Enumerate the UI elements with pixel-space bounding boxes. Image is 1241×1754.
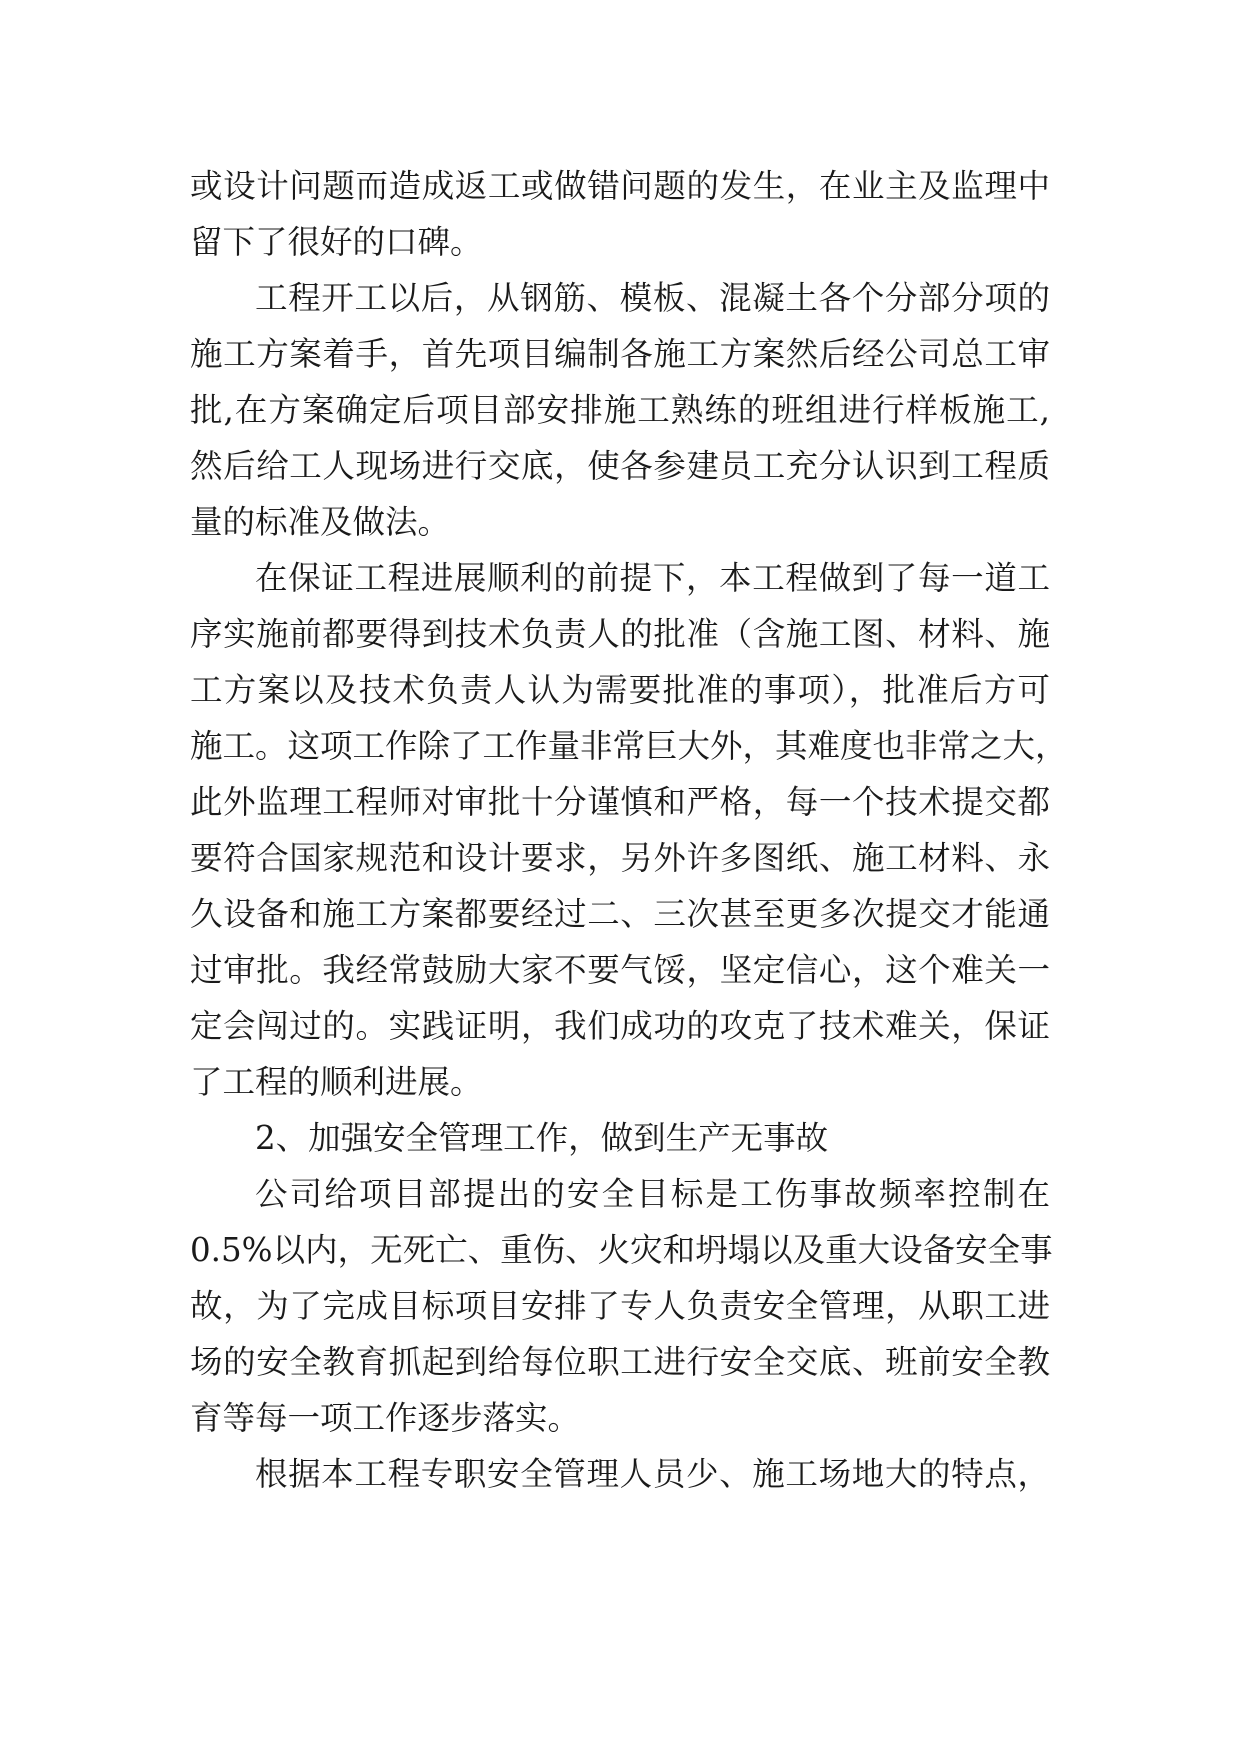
paragraph-4	[190, 1166, 1053, 1446]
text-line: 场的安全教育抓起到给每位职工进行安全交底、班前安全教	[190, 1343, 1050, 1381]
text-line: 在保证工程进展顺利的前提下，本工程做到了每一道工	[255, 559, 1050, 597]
paragraph-5	[190, 1446, 1050, 1502]
text-line: 施工方案着手，首先项目编制各施工方案然后经公司总工审	[190, 335, 1050, 373]
text-line: 序实施前都要得到技术负责人的批准（含施工图、材料、施	[190, 615, 1050, 653]
text-line: 公司给项目部提出的安全目标是工伤事故频率控制在	[255, 1175, 1050, 1213]
text-line: 留下了很好的口碑。	[190, 223, 483, 261]
text-line: 故，为了完成目标项目安排了专人负责安全管理，从职工进	[190, 1287, 1050, 1325]
text-line: 批,在方案确定后项目部安排施工熟练的班组进行样板施工,	[190, 391, 1050, 429]
text-line: 育等每一项工作逐步落实。	[190, 1399, 581, 1437]
body-text	[190, 158, 1068, 1502]
text-line: 了工程的顺利进展。	[190, 1063, 483, 1101]
section-heading: 2、加强安全管理工作，做到生产无事故	[255, 1119, 829, 1157]
text-line: 过审批。我经常鼓励大家不要气馁，坚定信心，这个难关一	[190, 951, 1050, 989]
text-line: 定会闯过的。实践证明，我们成功的攻克了技术难关，保证	[190, 1007, 1050, 1045]
text-line: 根据本工程专职安全管理人员少、施工场地大的特点，	[255, 1455, 1050, 1493]
text-line: 然后给工人现场进行交底，使各参建员工充分认识到工程质	[190, 447, 1050, 485]
text-line: 0.5%以内，无死亡、重伤、火灾和坍塌以及重大设备安全事	[190, 1231, 1053, 1269]
text-line: 工程开工以后，从钢筋、模板、混凝土各个分部分项的	[255, 279, 1050, 317]
text-line: 久设备和施工方案都要经过二、三次甚至更多次提交才能通	[190, 895, 1050, 933]
text-line: 或设计问题而造成返工或做错问题的发生，在业主及监理中	[190, 167, 1050, 205]
text-line: 施工。这项工作除了工作量非常巨大外，其难度也非常之大，	[190, 727, 1068, 765]
text-line: 此外监理工程师对审批十分谨慎和严格，每一个技术提交都	[190, 783, 1050, 821]
paragraph-2	[190, 270, 1050, 550]
text-line: 工方案以及技术负责人认为需要批准的事项），批准后方可	[190, 671, 1050, 709]
paragraph-3	[190, 550, 1068, 1110]
text-line: 量的标准及做法。	[190, 503, 451, 541]
paragraph-1	[190, 158, 1050, 270]
text-line: 要符合国家规范和设计要求，另外许多图纸、施工材料、永	[190, 839, 1050, 877]
